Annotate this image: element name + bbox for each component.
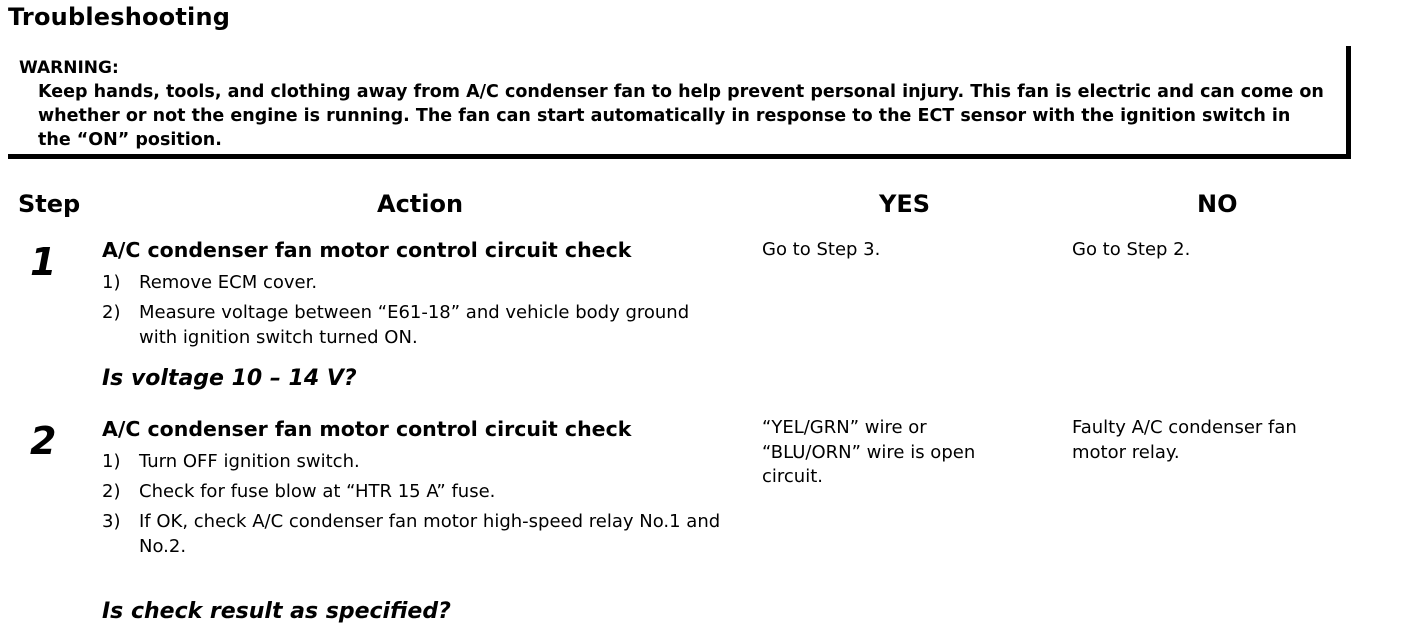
action-item	[102, 300, 722, 350]
warning-box	[8, 46, 1351, 159]
no-result: Faulty A/C condenser fan motor relay.	[1072, 417, 1297, 463]
warning-title: WARNING:	[19, 58, 119, 78]
step-title: A/C condenser fan motor control circuit check	[102, 238, 632, 262]
action-item-number: 1)	[102, 272, 121, 293]
table-header-action: Action	[377, 190, 464, 218]
step-question: Is voltage 10 – 14 V?	[102, 366, 357, 391]
table-header-step: Step	[18, 190, 81, 218]
action-item-text: Remove ECM cover.	[139, 272, 318, 293]
warning-text: Keep hands, tools, and clothing away from A/C condenser fan to help prevent personal injury. This fan is electric and can come on whether or not the engine is running. The fan can start automatically in response to the ECT sensor with the ignition switch in the “ON” position.	[38, 82, 1324, 150]
action-item-text: If OK, check A/C condenser fan motor high-speed relay No.1 and No.2.	[139, 511, 721, 557]
action-item	[102, 270, 722, 295]
action-item-text: Turn OFF ignition switch.	[139, 451, 360, 472]
action-item-number: 2)	[102, 302, 121, 323]
action-item-text: Measure voltage between “E61-18” and vehicle body ground with ignition switch turned ON.	[139, 302, 690, 348]
step-number: 2	[30, 419, 57, 463]
action-item-number: 3)	[102, 511, 121, 532]
action-item	[102, 449, 722, 474]
action-item-number: 1)	[102, 451, 121, 472]
action-item	[102, 479, 722, 504]
action-item	[102, 509, 722, 559]
action-item-text: Check for fuse blow at “HTR 15 A” fuse.	[139, 481, 496, 502]
action-item-number: 2)	[102, 481, 121, 502]
step-number: 1	[30, 240, 57, 284]
step-title: A/C condenser fan motor control circuit check	[102, 417, 632, 441]
step-question: Is check result as specified?	[102, 599, 451, 624]
page-title: Troubleshooting	[8, 3, 231, 31]
no-result: Go to Step 2.	[1072, 239, 1191, 260]
yes-result: “YEL/GRN” wire or “BLU/ORN” wire is open circuit.	[762, 417, 976, 487]
table-header-no: NO	[1197, 190, 1238, 218]
yes-result: Go to Step 3.	[762, 239, 881, 260]
table-header-yes: YES	[879, 190, 931, 218]
